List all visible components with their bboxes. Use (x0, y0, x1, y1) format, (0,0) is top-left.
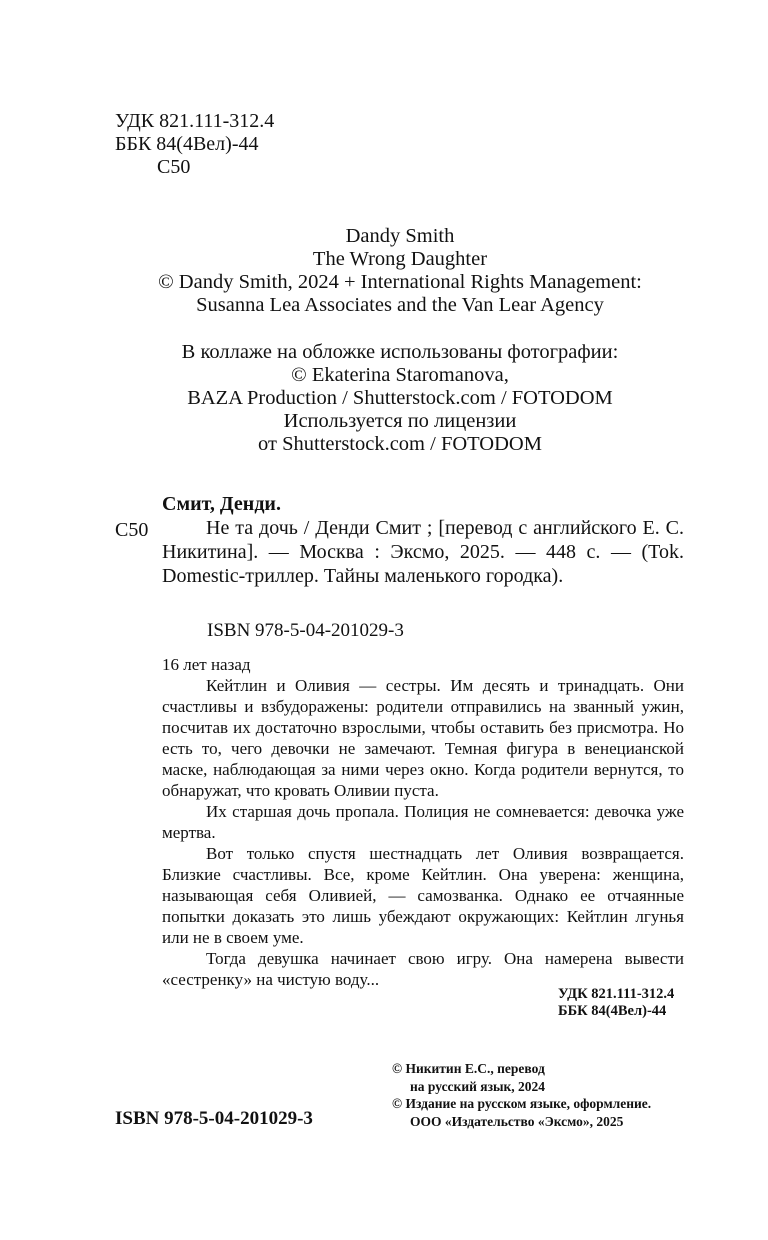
udk-block (115, 110, 274, 179)
annotation-paragraph: Тогда девушка начинает свою игру. Она намерена вывести «сестренку» на чистую воду... (162, 949, 684, 989)
annotation-paragraph: Вот только спустя шестнадцать лет Оливия возвращается. Близкие счастливы. Все, кроме Кейтлин. Она уверена: женщина, называющая себя Оливией, — самозванка. Однако ее отчаянные попытки доказать это лишь убеждают окружающих: Кейтлин лгунья или не в своем уме. (162, 844, 684, 947)
annotation-paragraph: Кейтлин и Оливия — сестры. Им десять и тринадцать. Они счастливы и взбудоражены: родители отправились на званный ужин, посчитав их достаточно взрослыми, чтобы оставить без присмотра. Но есть то, чего девочки не замечают. Темная фигура в венецианской маске, наблюдающая за ними через окно. Когда родители вернутся, то обнаружат, что кровать Оливии пуста. (162, 676, 684, 800)
credit-line: The Wrong Daughter (312, 248, 488, 270)
credit-line: Dandy Smith (345, 225, 455, 247)
isbn-bottom: ISBN 978-5-04-201029-3 (115, 1108, 313, 1129)
original-credits (100, 225, 700, 317)
udk-code: УДК 821.111-312.4 (115, 110, 275, 132)
catalog-code: С50 (115, 519, 149, 541)
catalog-author: Смит, Денди. (162, 493, 281, 515)
cover-credit-line: © Ekaterina Staromanova, (291, 364, 509, 386)
translator-copyright: © Никитин Е.С., перевод (392, 1061, 545, 1076)
edition-copyright: © Издание на русском языке, оформление. (392, 1096, 652, 1111)
cover-credit-line: Используется по лицензии (283, 410, 517, 432)
udk-code-bold: УДК 821.111-312.4 (558, 986, 675, 1002)
annotation-paragraph: Их старшая дочь пропала. Полиция не сомневается: девочка уже мертва. (162, 802, 684, 842)
cover-credit-line: В коллаже на обложке использованы фотографии: (181, 341, 619, 363)
edition-copyright-cont: ООО «Издательство «Эксмо», 2025 (410, 1113, 624, 1129)
catalog-description: Не та дочь / Денди Смит ; [перевод с английского Е. С. Никитина]. — Москва : Эксмо, 2025. — 448 с. — (Tok. Domestic-триллер. Тайны маленького городка). (162, 517, 684, 587)
bbk-code: ББК 84(4Вел)-44 (115, 133, 259, 155)
cover-credits (100, 341, 700, 456)
udk-bold-block (558, 986, 674, 1020)
cover-credit-line: BAZA Production / Shutterstock.com / FOTODOM (187, 387, 613, 409)
catalog-isbn: ISBN 978-5-04-201029-3 (207, 620, 404, 641)
credit-line: Susanna Lea Associates and the Van Lear Agency (196, 294, 604, 316)
translator-copyright-cont: на русский язык, 2024 (410, 1078, 546, 1094)
bbk-code-bold: ББК 84(4Вел)-44 (558, 1003, 667, 1019)
annotation (162, 654, 684, 990)
cover-credit-line: от Shutterstock.com / FOTODOM (258, 433, 542, 455)
copyright-block (392, 1060, 651, 1130)
annotation-heading: 16 лет назад (162, 655, 251, 674)
credit-line: © Dandy Smith, 2024 + International Rights Management: (158, 271, 642, 293)
author-mark: С50 (157, 156, 191, 178)
